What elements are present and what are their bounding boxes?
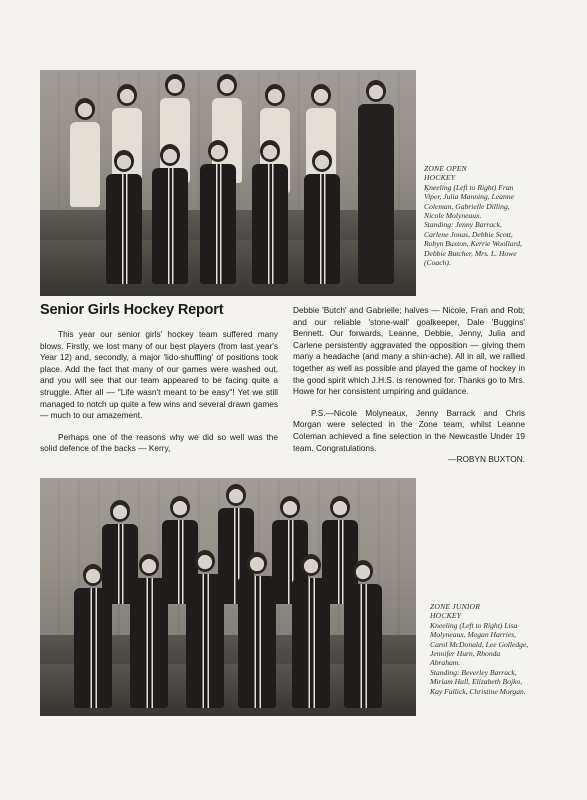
report-paragraph: Perhaps one of the reasons why we did so well was the solid defence of the backs — Kerry, (40, 431, 278, 454)
report-column-right (293, 305, 525, 466)
photo-figure (304, 150, 340, 284)
caption-kneeling: Kneeling (Left to Right) Lisa Molyneaux, Megan Harries, Carol McDonald, Lee Golledge, Jennifer Hurn, Rhonda Abraham. (430, 620, 529, 668)
caption-title: ZONE JUNIOR (430, 602, 481, 611)
photo-figure (186, 550, 224, 708)
zone-junior-hockey-photo (40, 478, 416, 716)
photo-figure (70, 98, 100, 207)
zone-open-caption (424, 164, 524, 267)
caption-standing: Standing: Beverley Barrack, Miriam Hall, Elizabeth Bojko, Kay Fullick, Christine Morgan. (430, 667, 526, 696)
photo-figure (252, 140, 288, 284)
report-column-left (40, 329, 278, 465)
report-paragraph: This year our senior girls' hockey team suffered many blows. Firstly, we lost many of our best players (from last year's Year 12) and, secondly, a major 'lido-shuffling' of positions took place. Add the fact that many of our games were washed out, and you will see that our team appeared to be facing quite a struggle. After all — "Life wasn't meant to be easy"! Yet we still managed to notch up quite a few wins and several drawn games — much to our amazement. (40, 329, 278, 421)
photo-figure (238, 552, 276, 708)
photo-figure (152, 144, 188, 284)
caption-title: ZONE OPEN (424, 164, 467, 173)
zone-open-hockey-photo (40, 70, 416, 296)
caption-title: HOCKEY (424, 173, 456, 183)
report-postscript: P.S.—Nicole Molyneaux, Jenny Barrack and Chris Morgan were selected in the Zone team, whilst Leanne Coleman achieved a fine selection in the Newcastle Under 19 team. Congratulations. (293, 407, 525, 453)
caption-kneeling: Kneeling (Left to Right) Fran Viper, Julia Manning, Leanne Coleman, Gabrielle Dilling, Nicole Molyneaux. (424, 182, 514, 221)
report-paragraph: Debbie 'Butch' and Gabrielle; halves — Nicole, Fran and Rob; and our reliable 'stone-wall' goalkeeper, Dale 'Buggins' Bennett. Our forwards, Leanne, Debbie, Jenny, Julia and Carlene persistently aggravated the opposition — giving them many a headache (and many a shin-ache). All in all, we rallied together as well as possible and played the game of hockey in the good spirit which J.H.S. is renowned for. Thanks go to Mrs. Howe for her consistent umpiring and guidance. (293, 305, 525, 397)
photo-figure (358, 80, 394, 284)
caption-title: HOCKEY (430, 611, 462, 621)
report-signoff: —ROBYN BUXTON. (448, 454, 525, 465)
zone-junior-caption (430, 602, 530, 696)
photo-figure (344, 560, 382, 708)
photo-figure (200, 140, 236, 284)
caption-standing: Standing: Jenny Barrack, Carlene Jonas, Debbie Scott, Robyn Buxton, Kerrie Woollard, Debbie Butcher, Mrs. L. Howe (Coach). (424, 220, 522, 268)
report-title: Senior Girls Hockey Report (40, 302, 224, 318)
photo-figure (292, 554, 330, 708)
photo-figure (74, 564, 112, 708)
photo-figure (106, 150, 142, 284)
photo-figure (130, 554, 168, 708)
